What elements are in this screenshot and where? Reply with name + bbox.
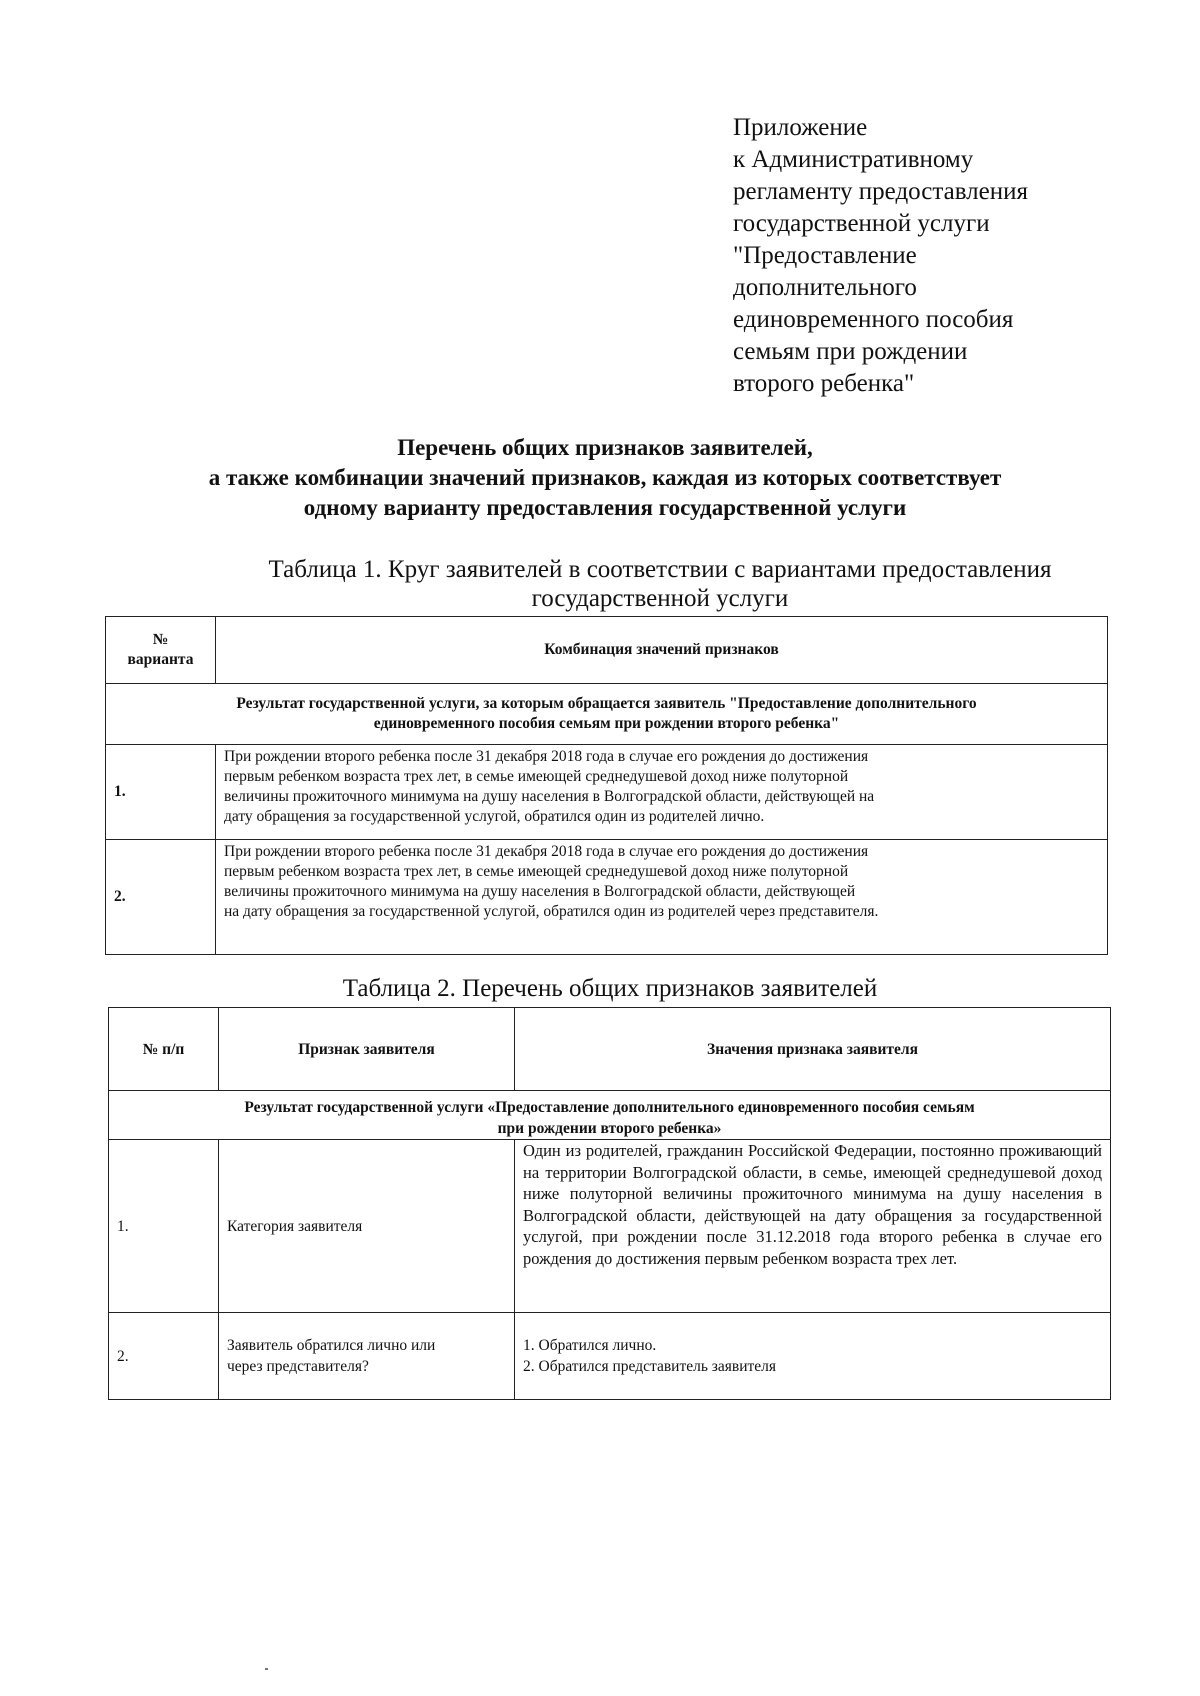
table2-row-value bbox=[515, 1313, 1111, 1400]
table1-row-line: При рождении второго ребенка после 31 декабря 2018 года в случае его рождения до достижения bbox=[224, 748, 869, 765]
table-row bbox=[106, 840, 1108, 955]
appendix-line: дополнительного bbox=[733, 274, 917, 301]
scan-speck bbox=[265, 1668, 268, 1670]
table2-header-values: Значения признака заявителя bbox=[515, 1008, 1111, 1091]
table1-header-num-line: варианта bbox=[127, 651, 194, 668]
appendix-line: регламенту предоставления bbox=[733, 178, 1029, 205]
table1-header-row bbox=[106, 617, 1108, 684]
table1-group-row bbox=[106, 684, 1108, 745]
table2-group-line: Результат государственной услуги «Предоставление дополнительного единовременного пособия семьям bbox=[244, 1099, 975, 1116]
appendix-line: Приложение bbox=[733, 114, 868, 141]
table2-header-num: № п/п bbox=[109, 1008, 219, 1091]
table2-group-row bbox=[109, 1091, 1111, 1140]
table2-group-cell bbox=[109, 1091, 1111, 1140]
table1-row-text bbox=[216, 840, 1108, 955]
table1-variants bbox=[105, 616, 1108, 955]
table1-header-combo: Комбинация значений признаков bbox=[216, 617, 1108, 684]
appendix-line: второго ребенка" bbox=[733, 370, 915, 397]
table2-signs bbox=[108, 1007, 1111, 1400]
table2-header-row bbox=[109, 1008, 1111, 1091]
appendix-note bbox=[733, 112, 1133, 400]
table1-row-line: на дату обращения за государственной услугой, обратился один из родителей через представителя. bbox=[224, 903, 879, 920]
table1-row-num: 1. bbox=[106, 745, 216, 840]
table1-header-num bbox=[106, 617, 216, 684]
table1-caption-line: Таблица 1. Круг заявителей в соответствии с вариантами предоставления bbox=[268, 556, 1052, 583]
table2-row-sign-line: Заявитель обратился лично или bbox=[227, 1337, 436, 1354]
table2-row-sign-line: через представителя? bbox=[227, 1358, 369, 1375]
title-line: одному варианту предоставления государственной услуги bbox=[303, 495, 907, 520]
table2-row-value: Один из родителей, гражданин Российской Федерации, постоянно проживающий на территории Волгоградской области, в семье, имеющей среднедушевой доход ниже полуторной величины прожиточного минимума на душу населения в Волгоградской области, действующей на дату обращения за государственной услугой, при рождении после 31.12.2018 года второго ребенка в случае его рождения до достижения первым ребенком возраста трех лет. bbox=[515, 1140, 1111, 1313]
table1-caption bbox=[190, 555, 1130, 613]
table-row bbox=[106, 745, 1108, 840]
table-row bbox=[109, 1313, 1111, 1400]
table1-caption-line: государственной услуги bbox=[531, 585, 789, 612]
table2-group-line: при рождении второго ребенка» bbox=[497, 1120, 722, 1137]
table2-row-value-line: 1. Обратился лично. bbox=[523, 1337, 657, 1354]
title-line: Перечень общих признаков заявителей, bbox=[397, 435, 813, 460]
table-row bbox=[109, 1140, 1111, 1313]
table1-row-line: величины прожиточного минимума на душу населения в Волгоградской области, действующей bbox=[224, 883, 856, 900]
appendix-line: "Предоставление bbox=[733, 242, 917, 269]
table2-row-num: 1. bbox=[109, 1140, 219, 1313]
table1-row-line: При рождении второго ребенка после 31 декабря 2018 года в случае его рождения до достижения bbox=[224, 843, 869, 860]
table2-row-sign bbox=[219, 1313, 515, 1400]
table1-row-line: первым ребенком возраста трех лет, в семье имеющей среднедушевой доход ниже полуторной bbox=[224, 863, 849, 880]
table1-header-num-line: № bbox=[152, 631, 169, 648]
table1-group-line: Результат государственной услуги, за которым обращается заявитель "Предоставление дополнительного bbox=[236, 695, 977, 712]
appendix-line: единовременного пособия bbox=[733, 306, 1014, 333]
appendix-line: семьям при рождении bbox=[733, 338, 968, 365]
table2-row-num: 2. bbox=[109, 1313, 219, 1400]
table1-group-cell bbox=[106, 684, 1108, 745]
document-title bbox=[100, 433, 1110, 523]
table1-group-line: единовременного пособия семьям при рождении второго ребенка" bbox=[373, 715, 840, 732]
table1-row-line: дату обращения за государственной услугой, обратился один из родителей лично. bbox=[224, 808, 765, 825]
appendix-line: к Административному bbox=[733, 146, 974, 173]
table2-caption: Таблица 2. Перечень общих признаков заявителей bbox=[342, 975, 878, 1002]
title-line: а также комбинации значений признаков, каждая из которых соответствует bbox=[208, 465, 1002, 490]
table1-row-line: величины прожиточного минимума на душу населения в Волгоградской области, действующей на bbox=[224, 788, 875, 805]
table2-row-sign: Категория заявителя bbox=[219, 1140, 515, 1313]
table1-row-line: первым ребенком возраста трех лет, в семье имеющей среднедушевой доход ниже полуторной bbox=[224, 768, 849, 785]
table1-row-num: 2. bbox=[106, 840, 216, 955]
appendix-line: государственной услуги bbox=[733, 210, 990, 237]
table1-row-text bbox=[216, 745, 1108, 840]
table2-header-sign: Признак заявителя bbox=[219, 1008, 515, 1091]
table2-row-value-line: 2. Обратился представитель заявителя bbox=[523, 1358, 777, 1375]
